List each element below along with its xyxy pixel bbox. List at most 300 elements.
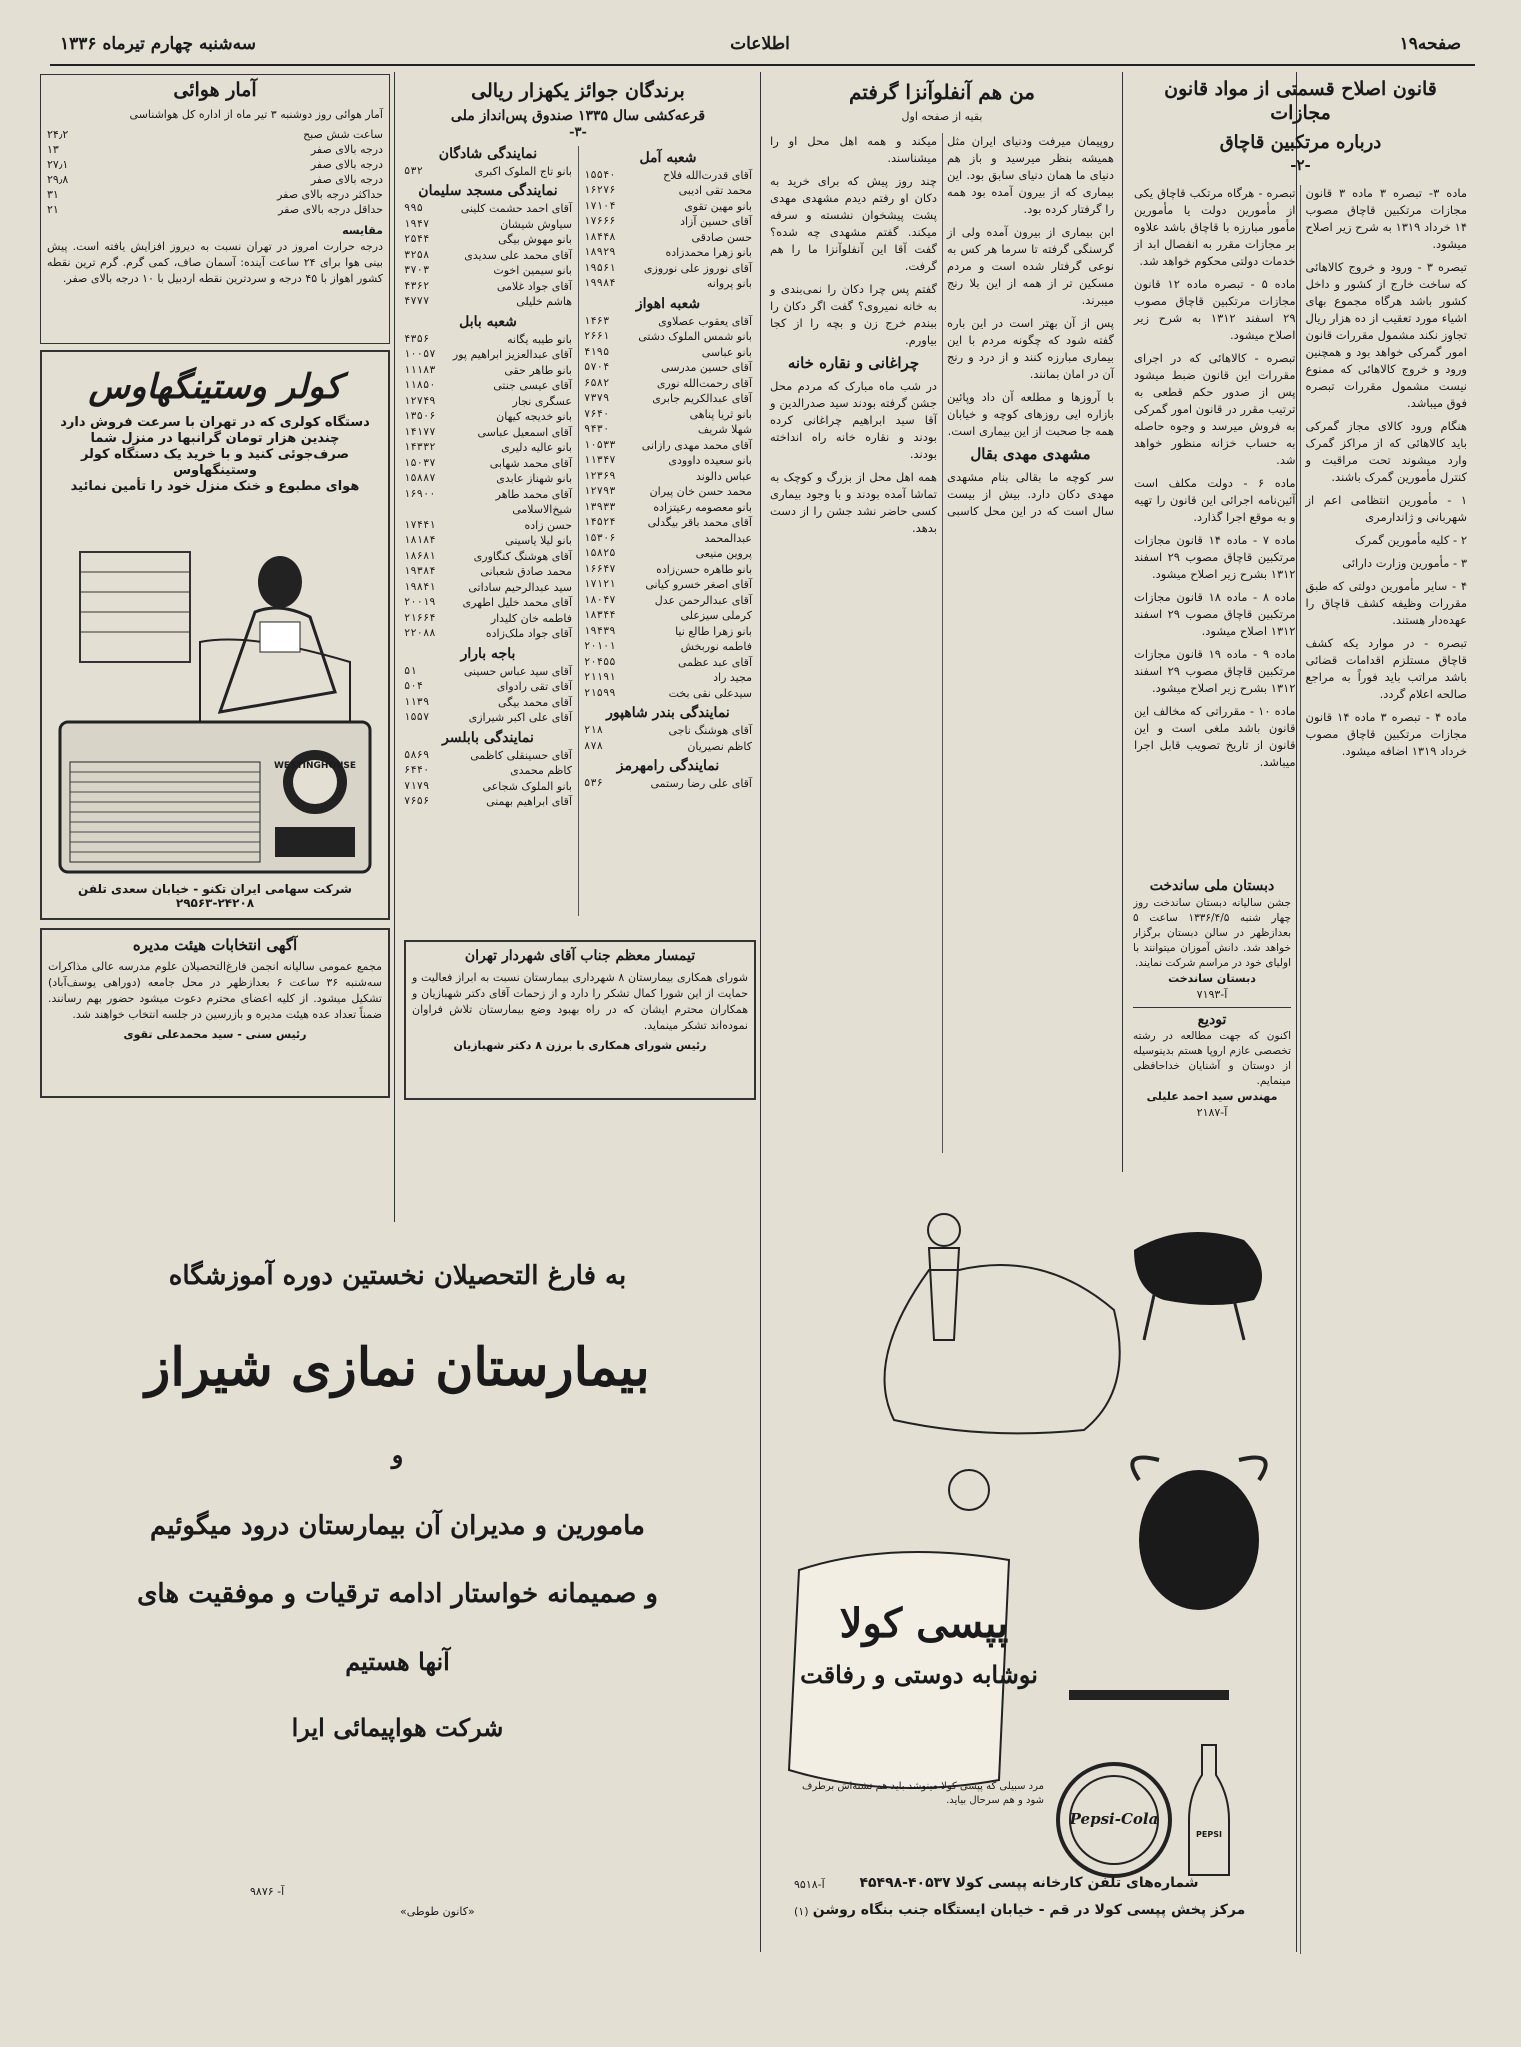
lottery-row: [404, 794, 572, 810]
lottery-number: ۱۷۱۰۴: [584, 199, 616, 212]
lottery-winner: آقای علی رضا رستمی: [650, 777, 752, 790]
lottery-row: [584, 438, 752, 454]
lottery-number: ۵۳۶: [584, 777, 603, 789]
lottery-number: ۲۶۶۱: [584, 330, 610, 342]
lottery-section-title: شعبه آمل: [639, 149, 697, 166]
farewell-text: اکنون که جهت مطالعه در رشته تخصصی عازم اروپا هستم بدینوسیله از دوستان و آشنایان خداحافظی مینمایم.: [1133, 1030, 1291, 1087]
lottery-winner: آقای عبدالعزیز ابراهیم پور: [452, 348, 572, 361]
law-paragraph: ۲ - کلیه مأمورین گمرک: [1355, 532, 1467, 547]
lottery-winner: پروین منیعی: [695, 547, 752, 560]
lottery-row: [584, 469, 752, 485]
lottery-number: ۱۸۴۴۸: [584, 230, 616, 243]
lottery-winner: بانو ثریا پناهی: [689, 407, 752, 421]
pepsi-ad: [764, 1180, 1294, 1950]
lottery-row: [584, 531, 752, 547]
lottery-winner: بانو خدیجه کیهان: [496, 410, 572, 423]
flu-paragraph: پس از آن بهتر است در این باره گفته شود که چگونه مردم با این بیماری مبارزه کنند و از درد و رنج آن در امان بمانند.: [947, 316, 1114, 381]
law-part: -۲-: [1290, 156, 1311, 174]
lottery-number: ۴۳۶۲: [404, 279, 430, 292]
grad-footer-right: «کانون طوطی»: [400, 1905, 475, 1918]
weather-value: ۲۱: [47, 202, 59, 216]
lottery-list: [404, 146, 752, 916]
lottery-number: ۲۵۴۴: [404, 233, 430, 245]
flu-paragraph: چند روز پیش که برای خرید به دکان او رفتم دیدم مشهدی مهدی پشت پیشخوان نشسته و سرفه میکند. گفتم مشهدی چه شده؟ گفت آقا این آنفلوآنزا ما را هم گرفت.: [770, 174, 937, 273]
board-ad-text: مجمع عمومی سالیانه انجمن فارغ‌التحصیلان علوم مدرسه عالی مذاکرات سه‌شنبه ۳۶ ساعت ۶ بعدازظهر در محل جامعه (دوراهی یوسف‌آباد) تشکیل میشود. از کلیه اعضای محترم دعوت میشود حضور بهم رسانند. ضمناً تعداد عده هیئت مدیره و بازرسین در جلسه انتخاب خواهند شد.: [48, 959, 383, 1021]
lottery-winner: آقای ابراهیم بهمنی: [486, 795, 572, 808]
weather-value: ۱۳: [47, 142, 59, 156]
weather-note-title: مقایسه: [342, 223, 383, 237]
lottery-number: ۱۱۳۴۷: [584, 454, 616, 466]
board-ad-title: آگهی انتخابات هیئت مدیره: [132, 936, 298, 954]
lottery-row: [584, 183, 752, 199]
lottery-number: ۱۹۴۳۹: [584, 624, 616, 637]
pepsi-bottle-icon: [1184, 1740, 1234, 1880]
lottery-row: [584, 453, 752, 469]
lottery-winner: عسگری نجار: [512, 394, 572, 408]
school-ad-text: جشن سالیانه دبستان ساندخت روز چهار شنبه ۱۳۳۶/۴/۵ ساعت ۵ بعدازظهر در سالن دبستان برگزار خواهد شد. دانش آموزان میتوانند با اولیای خود در مراسم شرکت نمایند.: [1133, 896, 1291, 969]
lottery-winner: بانو مهین تقوی: [684, 199, 752, 213]
weather-row: [47, 202, 383, 217]
lottery-winner: آقای علی اکبر شیرازی: [468, 711, 572, 724]
lottery-number: ۱۹۳۸۴: [404, 565, 436, 577]
lottery-row: [404, 217, 572, 233]
cooler-ad-line: دستگاه کولری که در تهران با سرعت فروش دارد: [60, 414, 370, 430]
lottery-part: -۳-: [569, 125, 587, 141]
lottery-row: [584, 776, 752, 792]
lottery-row: [404, 487, 572, 518]
lottery-number: ۱۴۱۷۷: [404, 425, 436, 438]
lottery-number: ۱۱۱۸۳: [404, 363, 436, 376]
lottery-row: [404, 710, 572, 726]
lottery-winner: آقای عبدالرحمن عدل: [654, 593, 752, 607]
hospital-notice: [404, 940, 756, 1100]
law-title: قانون اصلاح قسمتی از مواد قانون مجازات: [1164, 78, 1437, 124]
lottery-row: [404, 332, 572, 348]
lottery-row: [584, 723, 752, 739]
lottery-winner: آقای جواد ملک‌زاده: [485, 627, 572, 640]
cooler-ad-line: هوای مطبوع و خنک منزل خود را تأمین نمائید: [70, 478, 360, 494]
flu-title: من هم آنفلوآنزا گرفتم: [848, 80, 1036, 104]
law-paragraph: تبصره ۳ - ورود و خروج کالاهائی که ساخت خارج از کشور و داخل کشور باشد هرگاه مجموع بهای اشیاء مورد تعقیب از ده هزار ریال تجاوز نکند مشمول مقررات قانون امور گمرکی خواهد بود و همچنین ورود و خروج کالاهائی که ممنوع نیست مشمول مقررات تبصره فوق میباشد.: [1305, 259, 1468, 410]
lottery-winner: آقای نوروز علی نوروزی: [643, 261, 752, 275]
lottery-number: ۳۲۵۸: [404, 248, 430, 261]
hospital-notice-text: شورای همکاری بیمارستان ۸ شهرداری بیمارستان نسبت به ابراز فعالیت و حمایت از این شورا کمال تشکر را دارد و از زحمات آقای دکتر شهبازیان و همکاران محترم ایشان که در راه بهبود وضع بیمارستان تلاش فراوان نموده‌اند تشکر مینماید.: [412, 970, 749, 1032]
lottery-number: ۱۰۵۳۳: [584, 438, 616, 451]
flu-paragraph: سر کوچه ما بقالی بنام مشهدی مهدی دکان دارد. بیش از بیست سال است که در این محل کاسبی میکند و همه اهل محل او را میشناسند.: [770, 134, 1114, 518]
lottery-row: [584, 515, 752, 531]
lottery-number: ۱۸۹۲۹: [584, 246, 616, 258]
weather-label: درجه بالای صفر: [310, 172, 383, 186]
lottery-row: [584, 500, 752, 516]
lottery-row: [584, 376, 752, 392]
farewell-title: تودیع: [1197, 1011, 1227, 1028]
lottery-winner: عبدالمحمد: [704, 531, 752, 545]
lottery-row: [584, 655, 752, 671]
weather-note: درجه حرارت امروز در تهران نسبت به دیروز افزایش یافته است. پیش بینی هوا برای ۲۴ ساعت آینده: آسمان صاف، کمی گرم. گرم ترین نقطه کشور اهواز با ۴۵ درجه و سردترین نقطه اردبیل با ۱۰ درجه بالای صفر.: [47, 239, 383, 285]
school-ad-title: دبستان ملی ساندخت: [1149, 878, 1275, 894]
grad-line-7: شرکت هواپیمائی ایرا: [291, 1712, 504, 1742]
lottery-winner: کاظم نصیریان: [687, 739, 752, 753]
lottery-row: [404, 533, 572, 549]
lottery-number: ۱۶۶۴۷: [584, 562, 616, 575]
lottery-winner: آقای رحمت‌الله نوری: [656, 376, 752, 390]
lottery-row: [584, 261, 752, 277]
lottery-row: [404, 425, 572, 441]
flu-paragraph: در شب ماه مبارک که مردم محل جشن گرفته بودند سید صدرالدین و آقا سید ابراهیم چراغانی کرده بودند و نقاره خانه راه انداخته بودند.: [770, 379, 937, 461]
weather-box: [40, 74, 390, 344]
lottery-row: [584, 214, 752, 230]
grad-line-6: آنها هستیم: [345, 1646, 450, 1676]
lottery-winner: حسن زاده: [524, 518, 572, 532]
lottery-row: [584, 608, 752, 624]
weather-row: [47, 157, 383, 172]
lottery-row: [404, 279, 572, 295]
lottery-winner: فاطمه خان کلیدار: [490, 611, 572, 625]
weather-row: [47, 142, 383, 157]
lottery-number: ۱۲۷۹۳: [584, 485, 616, 497]
law-paragraph: ماده ۳- تبصره ۳ ماده ۳ قانون مجازات مرتکبین قاچاق مصوب ۱۴ خرداد ۱۳۱۹ به شرح زیر اصلاح میشود.: [1305, 185, 1467, 251]
lottery-number: ۵۱: [404, 664, 417, 677]
lottery-row: [584, 624, 752, 640]
graduation-ad: [40, 1230, 755, 1950]
law-paragraph: ماده ۱۰ - مقرراتی که مخالف این قانون باشد ملغی است و این قانون از تاریخ تصویب قابل اجرا میباشد.: [1134, 703, 1296, 769]
school-ad-code: آ-۷۱۹۳: [1196, 987, 1228, 1001]
grad-line-5: و صمیمانه خواستار ادامه ترقیات و موفقیت های: [137, 1579, 658, 1609]
law-paragraph: ۴ - سایر مأمورین دولتی که طبق مقررات وظیفه کشف قاچاق را عهده‌دار هستند.: [1305, 578, 1467, 627]
lottery-winner: مجید راد: [713, 671, 752, 684]
lottery-number: ۲۱۶۶۴: [404, 611, 436, 624]
flu-subheading-grocer: مشهدی مهدی بقال: [970, 445, 1091, 463]
lottery-number: ۱۸۶۸۱: [404, 549, 436, 562]
lottery-winner: محمد صادق شعبانی: [480, 565, 572, 578]
lottery-row: [584, 199, 752, 215]
lottery-row: [404, 394, 572, 410]
lottery-row: [404, 763, 572, 779]
matador-bull-illustration: [784, 1190, 1284, 1450]
lottery-number: ۲۲۰۸۸: [404, 627, 436, 639]
lottery-winner: بانو پروانه: [706, 277, 752, 290]
weather-title: آمار هوائی: [173, 79, 257, 101]
pepsi-code: آ-۹۵۱۸: [794, 1878, 825, 1891]
lottery-number: ۹۴۳۰: [584, 423, 610, 435]
lottery-number: ۷۱۷۹: [404, 779, 430, 792]
lottery-winner: آقای اسمعیل عباسی: [477, 425, 572, 439]
lottery-row: [404, 564, 572, 580]
cooler-ad: [40, 350, 390, 920]
lottery-number: ۱۷۴۴۱: [404, 518, 436, 531]
lottery-row: [404, 626, 572, 642]
lottery-subtitle: قرعه‌کشی سال ۱۳۳۵ صندوق پس‌انداز ملی: [450, 107, 706, 124]
col-divider-4: [394, 72, 395, 1222]
pepsi-slogan: نوشابه دوستی و رفاقت: [800, 1660, 1038, 1689]
lottery-row: [404, 347, 572, 363]
grad-footer-code: آ- ۹۸۷۶: [250, 1885, 285, 1898]
lottery-title: برندگان جوائز یکهزار ریالی: [471, 80, 685, 102]
weather-label: ساعت شش صبح: [303, 127, 383, 141]
grad-line-1: به فارغ التحصیلان نخستین دوره آموزشگاه: [168, 1261, 627, 1291]
weather-label: درجه بالای صفر: [310, 142, 383, 156]
lottery-number: ۱۹۸۴۱: [404, 580, 436, 593]
lottery-row: [584, 546, 752, 562]
lottery-winner: آقای جواد غلامی: [496, 279, 572, 293]
lottery-row: [584, 245, 752, 261]
lottery-row: [584, 484, 752, 500]
farewell-sign: مهندس سید احمد علیلی: [1146, 1090, 1278, 1103]
lottery-number: ۱۵۰۳۷: [404, 456, 436, 469]
lottery-number: ۶۴۴۰: [404, 764, 430, 776]
lottery-winner: بانو سعیده داوودی: [668, 454, 752, 467]
lottery-number: ۱۸۳۴۴: [584, 609, 616, 621]
law-paragraph: ماده ۷ - ماده ۱۴ قانون مجازات مرتکبین قاچاق مصوب ۲۹ اسفند ۱۳۱۲ بشرح زیر اصلاح میشود.: [1134, 532, 1296, 581]
lottery-row: [584, 670, 752, 686]
lottery-number: ۱۸۱۸۴: [404, 534, 436, 546]
lottery-row: [404, 232, 572, 248]
pepsi-bottle-label: PEPSI: [1196, 1830, 1222, 1839]
lottery-winner: آقای محمد مهدی رازانی: [641, 438, 752, 452]
lottery-winner: سیدعلی نقی بخت: [668, 686, 752, 700]
weather-row: [47, 127, 383, 142]
cooler-unit-illustration: [50, 712, 380, 882]
lottery-winner: آقای هوشنگ ناجی: [668, 724, 752, 737]
page-number: صفحه۱۹: [1399, 34, 1461, 54]
lottery-winner: بانو معصومه رعیتزاده: [653, 500, 752, 514]
weather-value: ۳۱: [47, 187, 59, 201]
school-notice-box: [1133, 878, 1291, 1168]
lottery-winner: شهلا شریف: [697, 423, 752, 436]
lottery-winner: آقای حسین آزاد: [680, 215, 752, 228]
lottery-row: [584, 360, 752, 376]
lottery-row: [404, 263, 572, 279]
lottery-row: [584, 276, 752, 292]
flu-paragraph: گفتم پس چرا دکان را نمی‌بندی و به خانه نمیروی؟ گفت اگر دکان را ببندم خرج زن و بچه را از کجا بیاورم.: [770, 282, 937, 347]
lottery-row: [584, 686, 752, 702]
flu-paragraph: همه اهل محل از بزرگ و کوچک به تماشا آمده بودند و با وجود بیماری کسی حاضر نشد جشن را از دست بدهد.: [770, 470, 937, 535]
law-paragraph: هنگام ورود کالای مجاز گمرکی باید کالاهائی که از مراکز گمرک وارد میشوند تحت مراقبت و کنترل مأمورین گمرک باشند.: [1305, 418, 1467, 484]
westinghouse-logo: WESTINGHOUSE: [273, 761, 357, 771]
lottery-number: ۱۹۴۷: [404, 217, 430, 230]
lottery-number: ۷۶۴۰: [584, 407, 610, 420]
lottery-row: [584, 314, 752, 330]
law-paragraph: تبصره - هرگاه مرتکب قاچاق یکی از مأمورین دولت یا مأمورین مأمور مبارزه با قاچاق باشد علاوه بر مجازات مقرر به انفصال ابد از خدمات دولتی محکوم خواهد شد.: [1134, 185, 1296, 268]
lottery-number: ۱۶۲۷۶: [584, 184, 616, 196]
lottery-winner: کاظم محمدی: [510, 764, 572, 777]
school-announcement: [1128, 870, 1129, 871]
lottery-number: ۱۵۸۲۵: [584, 547, 616, 559]
lottery-winner: بانو طاهر حقی: [504, 363, 572, 377]
lottery-section-title: نمایندگی رامهرمز: [616, 758, 720, 774]
lottery-number: ۲۰۴۵۵: [584, 655, 616, 668]
lottery-number: ۵۳۲: [404, 164, 423, 177]
grad-line-3: و: [391, 1439, 404, 1469]
lottery-row: [584, 739, 752, 755]
lottery-winner: آقای قدرت‌الله‌ فلاح: [663, 168, 752, 182]
lottery-winner: آقای محمد خلیل اطهری: [462, 596, 572, 609]
lottery-winner: آقای حسینقلی کاظمی: [470, 748, 572, 762]
lottery-winner: سید عبدالرحیم ساداتی: [468, 580, 572, 594]
lottery-row: [404, 664, 572, 680]
col-divider-2: [1122, 72, 1123, 1172]
flu-body: [770, 133, 1114, 1153]
lottery-number: ۱۳۹۳۳: [584, 500, 616, 513]
law-paragraph: تبصره - کالاهائی که در اجرای مقررات این قانون ضبط میشود پس از صدور حکم قطعی به ترتیب مقرر در قانون امور گمرکی به فروش میرسد و وجوه حاصله به حساب خزانه منظور خواهد شد.: [1134, 350, 1296, 467]
lottery-winner: آقای عبد عظمی: [677, 655, 752, 669]
lottery-row: [584, 562, 752, 578]
lottery-number: ۱۱۸۵۰: [404, 379, 436, 391]
lottery-row: [584, 168, 752, 184]
lottery-number: ۴۷۷۷: [404, 295, 430, 307]
col-divider-3: [760, 72, 761, 1952]
board-election-ad: [40, 928, 390, 1098]
lottery-number: ۲۱۸: [584, 724, 603, 736]
lottery-winner: آقای تقی رادوای: [496, 680, 572, 693]
lottery-row: [584, 577, 752, 593]
flu-paragraph: روپیمان میرفت ودنیای ایران مثل همیشه بنظر میرسید و باز هم دنیای ما همان دنیای سابق بود. این بیماری که از بیرون آمده بود همه را گرفتار کرده بود.: [947, 134, 1114, 216]
lottery-winner: آقای محمد طاهر شیخ‌الاسلامی: [495, 487, 572, 516]
lottery-number: ۴۳۵۶: [404, 332, 430, 345]
lottery-number: ۴۱۹۵: [584, 345, 610, 358]
lottery-number: ۱۰۰۵۷: [404, 348, 436, 360]
lottery-number: ۲۱۵۹۹: [584, 686, 616, 699]
pepsi-ad-number: (۱): [794, 1905, 809, 1918]
lottery-winner: بانو شهناز عابدی: [496, 472, 572, 485]
lottery-row: [584, 391, 752, 407]
lottery-number: ۵۸۶۹: [404, 748, 430, 761]
masthead: اطلاعات: [730, 34, 790, 54]
lottery-number: ۱۸۰۴۷: [584, 593, 616, 606]
lottery-number: ۱۴۶۳: [584, 314, 610, 327]
lottery-number: ۷۳۷۹: [584, 392, 610, 404]
law-subtitle: درباره مرتکبین قاچاق: [1219, 131, 1382, 153]
pepsi-phones: شماره‌های تلفن کارخانه پپسی کولا ۴۰۵۳۷-۴۵۴۹۸: [859, 1875, 1199, 1891]
lottery-number: ۳۷۰۳: [404, 264, 430, 276]
lottery-winner: حسن صادقی: [691, 230, 752, 244]
lottery-section-title: نمایندگی مسجد سلیمان: [418, 183, 558, 199]
cooler-ad-footer: شرکت سهامی ایران تکنو - خیابان سعدی تلفن ۲۴۲۰۸-۲۹۵۶۳: [78, 882, 352, 910]
lottery-row: [584, 593, 752, 609]
law-paragraph: ماده ۵ - تبصره ماده ۱۲ قانون مجازات مرتکبین قاچاق مصوب ۲۹ اسفند ۱۳۱۲ به شرح زیر اصلاح میشود.: [1134, 276, 1296, 342]
board-ad-sign: رئیس سنی - سید محمدعلی تقوی: [123, 1027, 307, 1041]
lottery-row: [404, 695, 572, 711]
lottery-number: ۲۰۱۰۱: [584, 640, 616, 652]
flu-article: [764, 74, 1120, 1174]
weather-intro: آمار هوائی روز دوشنبه ۳ تیر ماه از اداره کل هواشناسی: [129, 107, 383, 121]
law-paragraph: ماده ۸ - ماده ۱۸ قانون مجازات مرتکبین قاچاق مصوب ۲۹ اسفند ۱۳۱۲ اصلاح میشود.: [1134, 589, 1296, 638]
lottery-number: ۱۲۳۶۹: [584, 469, 616, 482]
lottery-row: [404, 748, 572, 764]
lottery-number: ۵۰۴: [404, 680, 423, 692]
lottery-number: ۱۴۵۲۴: [584, 516, 616, 528]
lottery-row: [404, 363, 572, 379]
lottery-row: [584, 639, 752, 655]
lottery-winner: آقای یعقوب عصلاوی: [658, 314, 752, 328]
lottery-number: ۱۶۹۰۰: [404, 487, 436, 500]
lottery-number: ۲۰۰۱۹: [404, 596, 436, 608]
law-paragraph: تبصره - در موارد یکه کشف قاچاق مستلزم اقدامات قضائی باشد مراتب باید فوراً به مراجع صالحه اعلام گردد.: [1305, 635, 1467, 701]
lottery-row: [404, 456, 572, 472]
lottery-number: ۱۵۳۰۶: [584, 531, 616, 544]
law-paragraph: ماده ۶ - دولت مکلف است آئین‌نامه اجرائی این قانون را تهیه و به موقع اجرا گذارد.: [1134, 475, 1296, 524]
flu-paragraph: با آروزها و مطلعه آن داد وپائین بازاره ایی روزهای کوچه و خیابان همه جا صحبت از این بیماری است.: [947, 390, 1114, 438]
lottery-number: ۹۹۵: [404, 202, 423, 214]
lottery-row: [404, 440, 572, 456]
lottery-winner: عباس دالوند: [696, 469, 752, 483]
lottery-row: [404, 471, 572, 487]
lottery-number: ۵۷۰۴: [584, 361, 610, 373]
pepsi-note: مرد سبیلی که پپسی کولا مینوشد باید هم تشنه‌اش برطرف شود و هم سرحال بیاید.: [802, 1781, 1044, 1806]
lottery-row: [404, 549, 572, 565]
lottery-winner: سیاوش شیشان: [500, 217, 572, 231]
lottery-winner: بانو لیلا یاسینی: [505, 534, 572, 547]
law-paragraph: ۳ - مأمورین وزارت دارائی: [1342, 555, 1467, 570]
grad-line-4: مامورین و مدیران آن بیمارستان درود میگوئیم: [150, 1510, 645, 1541]
hospital-notice-title: تیمسار معظم جناب آقای شهردار تهران: [464, 948, 696, 964]
pepsi-cloth-text: پپسی کولا: [839, 1600, 1009, 1647]
lottery-row: [404, 201, 572, 217]
lottery-winner: آقای احمد حشمت کلینی: [460, 202, 572, 215]
flu-subheading-lights: چراغانی و نقاره خانه: [787, 354, 920, 372]
lottery-section-title: شعبه اهواز: [635, 295, 701, 312]
lottery-winner: آقای محمد بیگی: [497, 695, 572, 709]
lottery-number: ۱۵۵۷: [404, 711, 430, 723]
lottery-winner: بانو تاج الملوک اکبری: [474, 164, 572, 178]
lottery-number: ۱۵۵۴۰: [584, 168, 616, 181]
law-paragraph: ماده ۴ - تبصره ۳ ماده ۱۴ قانون مجازات مرتکبین قاچاق مصوب خرداد ۱۳۱۹ اضافه میشود.: [1305, 709, 1468, 758]
lottery-winner: محمد تقی ادیبی: [678, 184, 752, 197]
cooler-ad-line: چندین هزار تومان گرانبها در منزل شما: [90, 430, 340, 446]
lottery-row: [404, 409, 572, 425]
lottery-number: ۱۹۵۶۱: [584, 261, 616, 274]
lottery-number: ۱۷۶۶۶: [584, 215, 616, 227]
lottery-winner: آقای اصغر خسرو کیانی: [645, 578, 752, 591]
lottery-winner: آقای حسین مدرسی: [661, 361, 752, 374]
lottery-winner: آقای محمد شهابی: [489, 456, 572, 470]
lottery-row: [404, 611, 572, 627]
lottery-winner: هاشم خلیلی: [516, 295, 572, 308]
lottery-row: [404, 679, 572, 695]
lottery-row: [584, 407, 752, 423]
lottery-winner: بانو طیبه یگانه: [507, 332, 572, 346]
lottery-winner: بانو عباسی: [701, 345, 752, 359]
lottery-winner: بانو مهوش بیگی: [498, 233, 572, 246]
lottery-section-title: باجه بارار: [460, 645, 516, 662]
lottery-row: [404, 518, 572, 534]
lottery-row: [584, 345, 752, 361]
header-rule: [50, 64, 1475, 66]
lottery-number: ۶۵۸۲: [584, 376, 610, 389]
flu-byline: بقیه از صفحه اول: [901, 110, 983, 123]
notice-divider: [1133, 1007, 1291, 1008]
lottery-row: [404, 779, 572, 795]
lottery-section-title: نمایندگی بندر شاهپور: [606, 705, 730, 721]
lottery-winner: کرملی سیزعلی: [680, 609, 752, 622]
weather-value: ۲۹٫۸: [47, 172, 69, 186]
pepsi-logo-text: Pepsi-Cola: [1069, 1810, 1159, 1828]
lottery-winner: بانو زهرا محمدزاده: [665, 246, 752, 259]
flu-paragraph: ابن بیماری از بیرون آمده ولی از گرسنگی گرفته تا سرما هر کس به نوعی گرفتار شده است و مردم مسکین تر از همه از این بلا رنج میبرند.: [947, 225, 1114, 307]
lottery-number: ۸۷۸: [584, 739, 603, 752]
law-paragraph: ماده ۹ - ماده ۱۹ قانون مجازات مرتکبین قاچاق مصوب ۲۹ اسفند ۱۳۱۲ بشرح زیر اصلاح میشود.: [1134, 646, 1296, 695]
weather-label: حداقل درجه بالای صفر: [278, 202, 383, 216]
cooler-ad-line: صرف‌جوئی کنید و با خرید یک دستگاه کولر وستینگهاوس: [80, 446, 350, 478]
law-paragraph: ۱ - مأمورین انتظامی اعم از شهربانی و ژاندارمری: [1305, 492, 1467, 524]
lottery-row: [404, 248, 572, 264]
lottery-number: ۷۶۵۶: [404, 795, 430, 807]
lottery-row: [404, 580, 572, 596]
lottery-winner: بانو عالیه دلیری: [501, 441, 572, 454]
lottery-winner: آقای سید عباس حسینی: [463, 664, 572, 678]
school-ad-sign: دبستان ساندخت: [1168, 971, 1256, 985]
lottery-section-title: نمایندگی بابلسر: [442, 729, 534, 746]
